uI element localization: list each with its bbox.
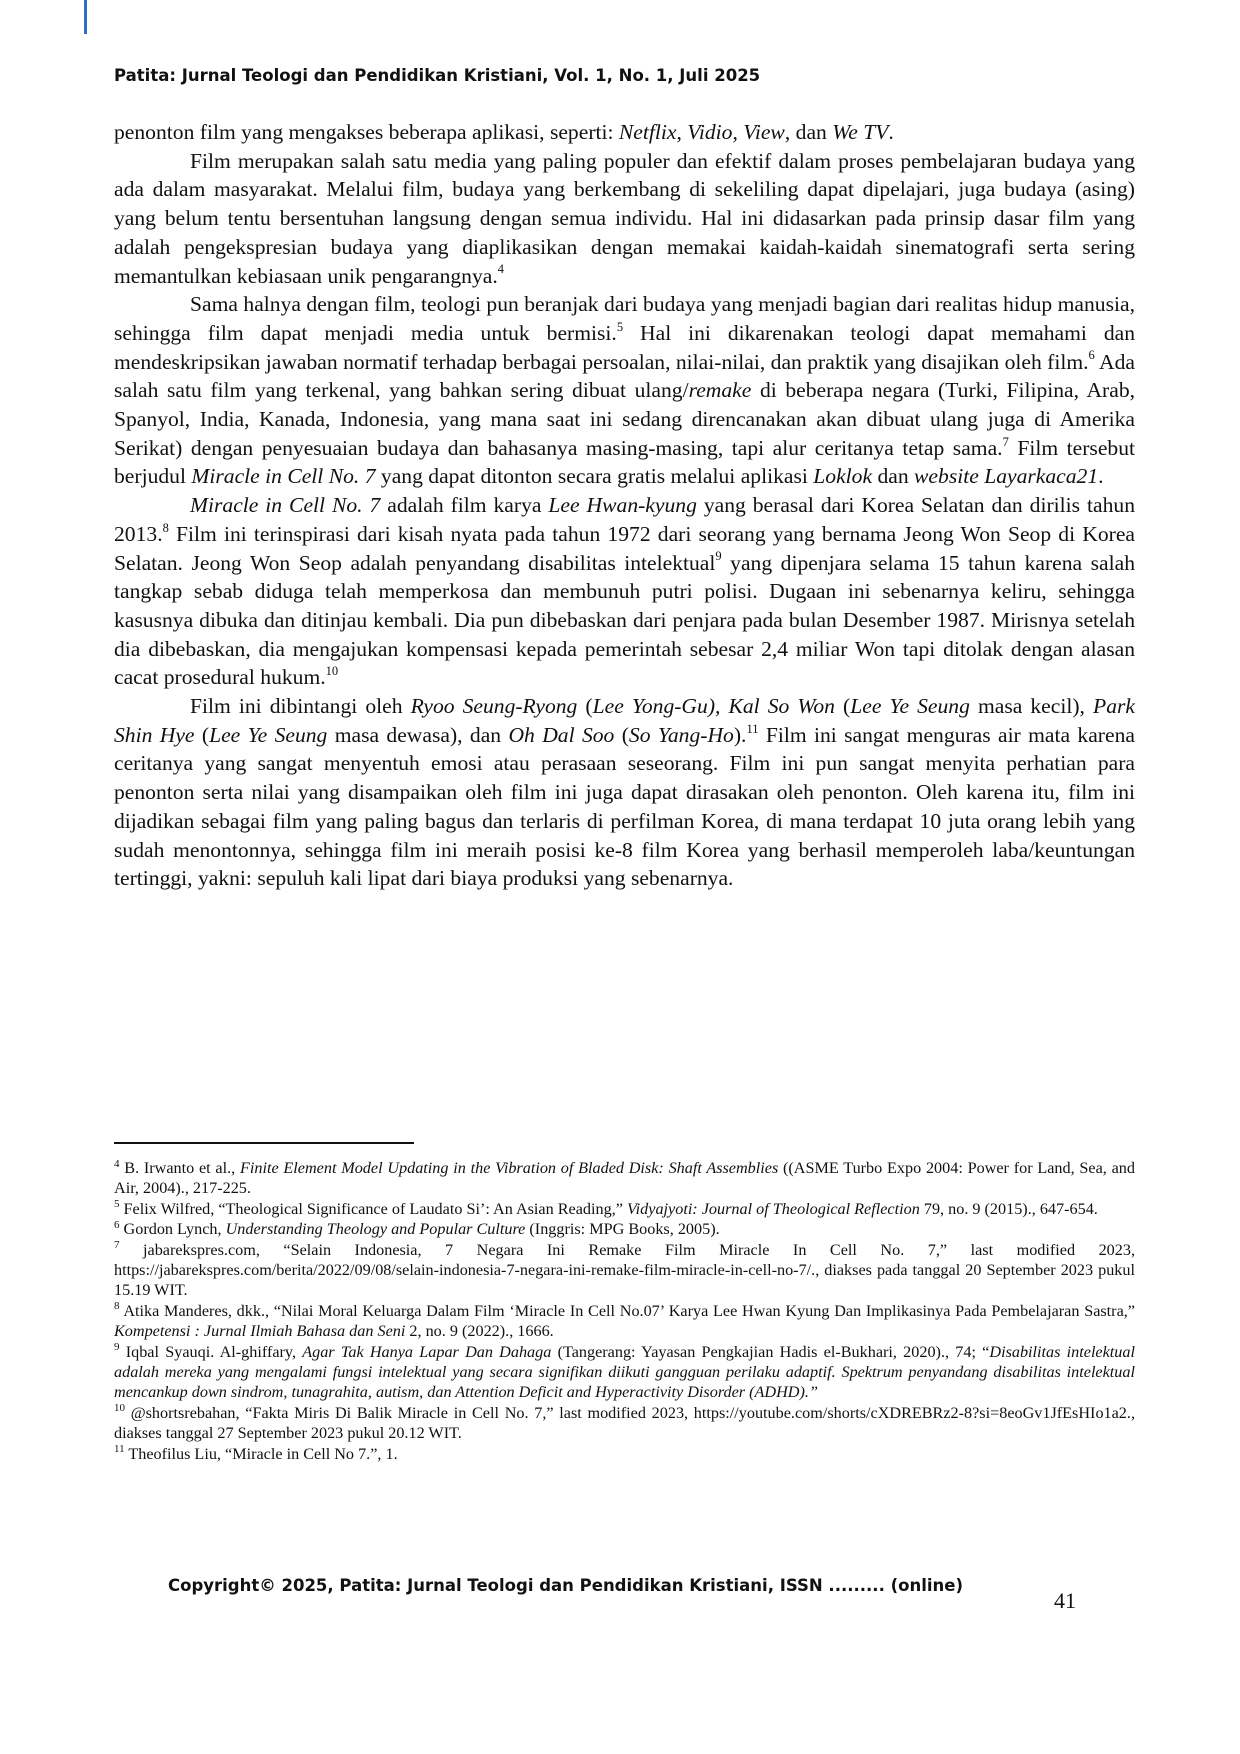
text: . xyxy=(888,120,894,144)
footnote-number: 5 xyxy=(114,1198,120,1211)
role-name: Lee Yong-Gu xyxy=(592,694,708,719)
footnote-7 xyxy=(114,1240,1135,1301)
text: ( xyxy=(614,722,629,747)
text: penonton film yang mengakses beberapa aplikasi, seperti: xyxy=(114,120,619,144)
cited-title: Finite Element Model Updating in the Vibration of Bladed Disk: Shaft Assemblies xyxy=(239,1159,779,1177)
actor-name: Kal So Won xyxy=(728,694,835,719)
text: B. Irwanto et al., xyxy=(119,1159,240,1177)
text: Gordon Lynch, xyxy=(119,1220,226,1239)
footnote-number: 11 xyxy=(114,1443,125,1456)
text: ( xyxy=(834,694,851,719)
text: Film ini sangat menguras air mata karena ceritanya yang sangat menyentuh emosi atau perasaan seseorang. Film ini pun sangat menyita perhatian para penonton serta nilai yang disampaikan oleh film ini juga dapat dirasakan oleh penonton. Oleh karena itu, film ini dijadikan sebagai film yang paling bagus dan terlaris di perfilman Korea, di mana terdapat 10 juta orang lebih yang sudah menontonnya, sehingga film ini meraih posisi ke-8 film Korea yang berhasil memperoleh laba/keuntungan tertinggi, yakni: sepuluh kali lipat dari biaya produksi yang sebenarnya. xyxy=(114,722,1135,891)
text: masa dewasa), dan xyxy=(327,722,509,747)
footnote-number: 8 xyxy=(114,1300,120,1313)
text: ((ASME Turbo Expo 2004: Power for Land, Sea, and Air, 2004)., 217-225. xyxy=(114,1159,1135,1198)
term-remake: remake xyxy=(688,378,752,403)
footnote-ref-4[interactable]: 4 xyxy=(497,262,505,277)
text: . xyxy=(1098,464,1104,489)
cited-journal: Kompetensi : Jurnal Ilmiah Bahasa dan Seni xyxy=(114,1322,406,1341)
footnote-9 xyxy=(114,1342,1135,1403)
text: , dan xyxy=(784,120,833,144)
role-name: So Yang-Ho xyxy=(628,722,734,747)
footnote-number: 4 xyxy=(114,1157,120,1170)
actor-name: Ryoo Seung-Ryong xyxy=(410,694,578,719)
text: di beberapa negara (Turki, Filipina, Arab, Spanyol, India, Kanada, Indonesia, yang mana saat ini sedang direncanakan akan dibuat ulang juga di Amerika Serikat) dengan penyesuaian budaya dan bahasanya masing-masing, tapi alur ceritanya tetap sama. xyxy=(114,378,1136,460)
text: Sama halnya dengan film, teologi pun beranjak dari budaya yang menjadi bagian dari realitas hidup manusia, sehingga film dapat menjadi media untuk bermisi. xyxy=(114,292,1135,345)
text: ” xyxy=(808,1383,818,1402)
text: Hal ini dikarenakan teologi dapat memahami dan mendeskripsikan jawaban normatif terhadap berbagai persoalan, nilai-nilai, dan praktik yang disajikan oleh film. xyxy=(114,320,1135,374)
text: Ada salah satu film yang terkenal, yang bahkan sering dibuat ulang/ xyxy=(114,349,1135,403)
text: adalah film karya xyxy=(380,493,549,518)
text: yang berasal dari Korea Selatan dan dirilis tahun 2013. xyxy=(114,493,1135,546)
website-layarkaca21: website Layarkaca21 xyxy=(914,464,1099,489)
footnote-number: 7 xyxy=(114,1239,120,1252)
actor-name: Park Shin Hye xyxy=(114,694,1135,747)
text: yang dapat ditonton secara gratis melalui aplikasi xyxy=(375,464,814,489)
platform-vidio: Vidio xyxy=(687,120,733,144)
text: jabarekspres.com, “Selain Indonesia, 7 Negara Ini Remake Film Miracle In Cell No. 7,” last modified 2023, https://jabarekspres.com/berita/2022/09/08/selain-indonesia-7-negara-ini-remake-film-miracle-in-cell-no-7/., diakses pada tanggal 20 September 2023 pukul 15.19 WIT. xyxy=(114,1240,1135,1300)
footnote-number: 10 xyxy=(114,1402,125,1415)
cited-title: Understanding Theology and Popular Culture xyxy=(225,1220,526,1239)
role-name: Lee Ye Seung xyxy=(850,694,970,719)
text: Felix Wilfred, “Theological Significance of Laudato Si’: An Asian Reading,” xyxy=(119,1199,627,1218)
platform-wetv: We TV xyxy=(832,120,889,144)
text: Film ini dibintangi oleh xyxy=(190,694,411,719)
text: dan xyxy=(872,464,915,489)
footnote-8 xyxy=(114,1301,1135,1342)
footnote-ref-11[interactable]: 11 xyxy=(746,721,759,736)
actor-name: Oh Dal Soo xyxy=(508,722,615,747)
text: Iqbal Syauqi. Al-ghiffary, xyxy=(119,1342,303,1361)
text: , xyxy=(732,120,744,144)
text: ( xyxy=(577,694,593,719)
app-loklok: Loklok xyxy=(813,464,873,489)
footnotes xyxy=(114,1158,1135,1464)
footnote-6 xyxy=(114,1219,1135,1239)
text: yang dipenjara selama 15 tahun karena salah tangkap sebab diduga telah memperkosa dan membunuh putri polisi. Dugaan ini sebenarnya keliru, sehingga kasusnya dibuka dan ditinjau kembali. Dia pun dibebaskan dari penjara pada bulan Desember 1987. Mirisnya setelah dia dibebaskan, dia mengajukan kompensasi kepada pemerintah sebesar 2,4 miliar Won tapi ditolak dengan alasan cacat prosedural hukum. xyxy=(114,550,1135,690)
body-text xyxy=(114,118,1135,893)
platform-view: View xyxy=(743,120,785,144)
footnote-5 xyxy=(114,1199,1135,1219)
text: Film merupakan salah satu media yang paling populer dan efektif dalam proses pembelajaran budaya yang ada dalam masyarakat. Melalui film, budaya yang berkembang di sekeliling dapat dipelajari, juga budaya (asing) yang belum tentu bersentuhan langsung dengan semua individu. Hal ini didasarkan pada prinsip dasar film yang adalah pengekspresian budaya yang diaplikasikan dengan memakai kaidah-kaidah sinematografi serta sering memantulkan kebiasaan unik pengarangnya. xyxy=(114,148,1135,288)
text: Film tersebut berjudul xyxy=(114,435,1135,489)
copyright-footer: Copyright© 2025, Patita: Jurnal Teologi dan Pendidikan Kristiani, ISSN ......... (online) xyxy=(168,1576,963,1595)
text: masa kecil), xyxy=(969,694,1093,719)
paragraph-4 xyxy=(114,692,1135,893)
cited-title: Agar Tak Hanya Lapar Dan Dahaga xyxy=(302,1342,552,1361)
footnote-ref-10[interactable]: 10 xyxy=(325,664,339,679)
text: ( xyxy=(194,722,210,747)
text: Atika Manderes, dkk., “Nilai Moral Keluarga Dalam Film ‘Miracle In Cell No.07’ Karya Lee Hwan Kyung Dan Implikasinya Pada Pembelajaran Sastra,” xyxy=(119,1301,1135,1320)
director-name: Lee Hwan-kyung xyxy=(548,493,697,518)
text: @shortsrebahan, “Fakta Miris Di Balik Miracle in Cell No. 7,” last modified 2023, https://youtube.com/shorts/cXDREBRz2-8?si=8eoGv1JfEsHIo1a2., diakses tanggal 27 September 2023 pukul 20.12 WIT. xyxy=(114,1403,1135,1443)
running-header: Patita: Jurnal Teologi dan Pendidikan Kristiani, Vol. 1, No. 1, Juli 2025 xyxy=(114,66,761,85)
text: , xyxy=(676,120,688,144)
footnote-number: 6 xyxy=(114,1218,120,1231)
paragraph-0 xyxy=(114,118,1135,147)
cited-journal: Vidyajyoti: Journal of Theological Reflection xyxy=(626,1199,920,1218)
role-name: Lee Ye Seung xyxy=(209,722,328,747)
header-accent-bar xyxy=(84,0,87,34)
footnote-separator xyxy=(114,1142,414,1144)
footnote-ref-8[interactable]: 8 xyxy=(162,520,169,535)
text: (Tangerang: Yayasan Pengkajian Hadis el-Bukhari, 2020)., 74; “ xyxy=(551,1342,990,1361)
footnote-ref-6[interactable]: 6 xyxy=(1088,348,1095,363)
footnote-11 xyxy=(114,1444,1135,1464)
cited-quote: Disabilitas intelektual adalah mereka yang mengalami fungsi intelektual yang secara signifikan diikuti gangguan perilaku adaptif. Spektrum penyandang disabilitas intelektual mencankup down sindrom, tunagrahita, autism, dan Attention Deficit and Hyperactivity Disorder (ADHD). xyxy=(114,1342,1135,1402)
text: (Inggris: MPG Books, 2005). xyxy=(525,1220,720,1239)
page-number: 41 xyxy=(1054,1588,1076,1613)
footnote-ref-9[interactable]: 9 xyxy=(715,549,722,564)
paragraph-3 xyxy=(114,491,1135,692)
footnote-ref-5[interactable]: 5 xyxy=(616,319,624,334)
footnote-4 xyxy=(114,1158,1135,1199)
footnote-ref-7[interactable]: 7 xyxy=(1002,434,1009,449)
platform-netflix: Netflix xyxy=(618,120,677,144)
film-title: Miracle in Cell No. 7 xyxy=(191,464,376,489)
text: ), xyxy=(707,694,729,719)
text: 79, no. 9 (2015)., 647-654. xyxy=(919,1199,1098,1218)
paragraph-2 xyxy=(114,290,1135,491)
text: Theofilus Liu, “Miracle in Cell No 7.”, 1. xyxy=(124,1444,398,1463)
text: 2, no. 9 (2022)., 1666. xyxy=(405,1322,554,1341)
footnote-10 xyxy=(114,1403,1135,1444)
footnote-number: 9 xyxy=(114,1341,120,1354)
film-title: Miracle in Cell No. 7 xyxy=(190,493,381,518)
text: Film ini terinspirasi dari kisah nyata pada tahun 1972 dari seorang yang bernama Jeong Won Seop di Korea Selatan. Jeong Won Seop adalah penyandang disabilitas intelektual xyxy=(114,521,1135,575)
text: ). xyxy=(733,722,747,747)
paragraph-1 xyxy=(114,147,1135,291)
